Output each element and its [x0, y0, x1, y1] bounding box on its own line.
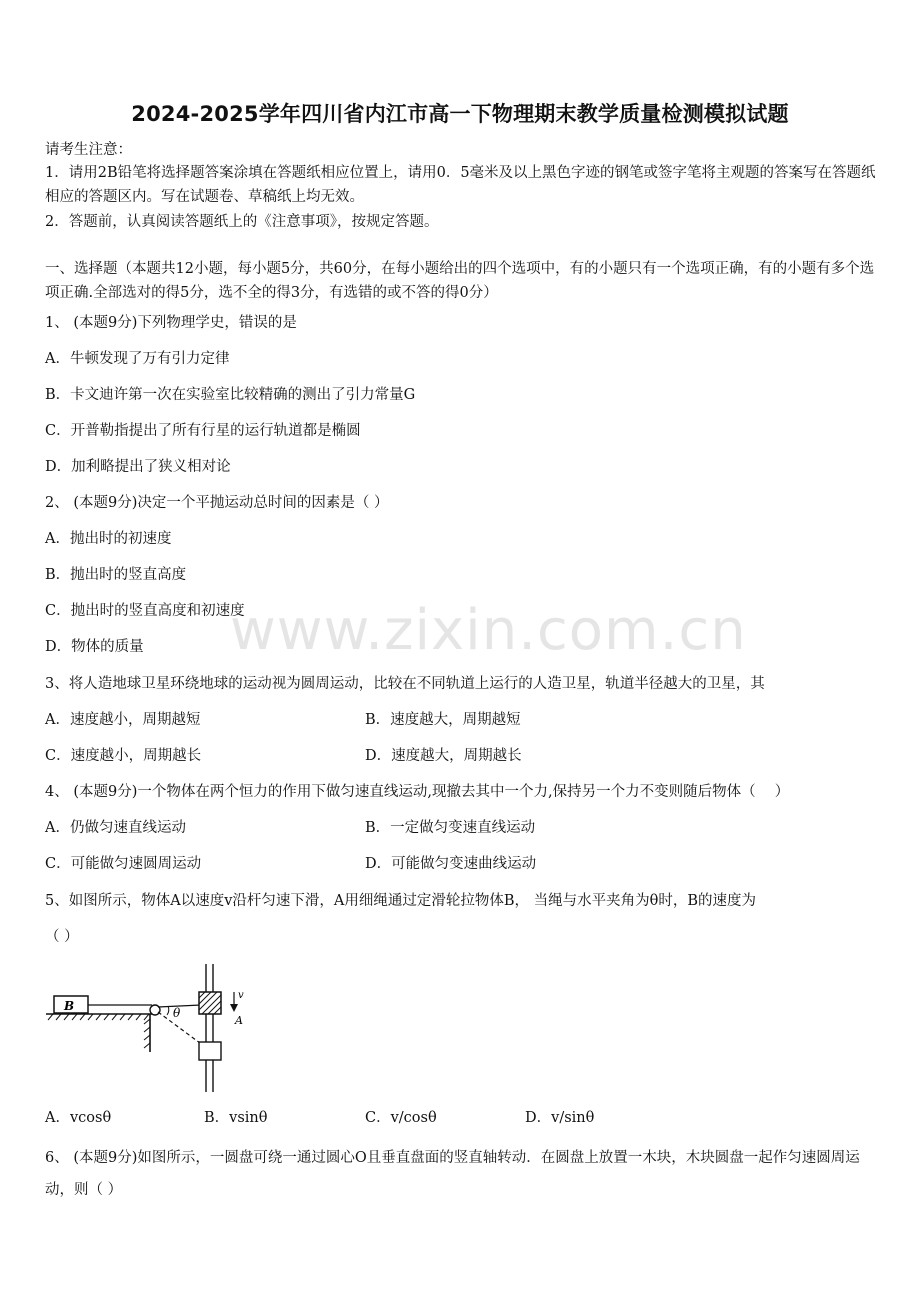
- q4-option-d: D．可能做匀变速曲线运动: [365, 856, 537, 872]
- q4-stem: 4、 (本题9分)一个物体在两个恒力的作用下做匀速直线运动,现撤去其中一个力,保持另一个力不变则随后物体（ ）: [45, 784, 790, 800]
- q4-option-b: B．一定做匀变速直线运动: [365, 820, 536, 836]
- watermark: www.zixin.com.cn: [230, 598, 747, 663]
- q1-option-b: B．卡文迪许第一次在实验室比较精确的测出了引力常量G: [45, 387, 416, 403]
- q1-option-c: C．开普勒指提出了所有行星的运行轨道都是椭圆: [45, 423, 361, 439]
- velocity-arrowhead: [230, 1004, 238, 1012]
- q6-stem: 6、 (本题9分)如图所示，一圆盘可绕一通过圆心O且垂直盘面的竖直轴转动．在圆盘上放置一木块，木块圆盘一起作匀速圆周运动，则（ ）: [45, 1150, 860, 1198]
- q2-option-b: B．抛出时的竖直高度: [45, 567, 187, 583]
- page-title: 2024-2025学年四川省内江市高一下物理期末教学质量检测模拟试题: [131, 102, 789, 126]
- notice-heading: 请考生注意：: [45, 142, 132, 158]
- q3-option-a: A．速度越小，周期越短: [45, 712, 201, 728]
- q2-stem: 2、 (本题9分)决定一个平抛运动总时间的因素是（ ）: [45, 495, 389, 511]
- q5-option-c: C．v/cosθ: [365, 1110, 437, 1126]
- edge-hatching: [144, 1019, 150, 1048]
- q1-option-d: D．加利略提出了狭义相对论: [45, 459, 231, 475]
- q2-option-a: A．抛出时的初速度: [45, 531, 172, 547]
- q1-stem: 1、 (本题9分)下列物理学史，错误的是: [45, 315, 297, 331]
- block-a-later: [199, 1042, 221, 1060]
- notice-item-1: 1．请用2B铅笔将选择题答案涂填在答题纸相应位置上，请用0．5毫米及以上黑色字迹的钢笔或签字笔将主观题的答案写在答题纸相应的答题区内。写在试题卷、草稿纸上均无效。: [45, 165, 876, 205]
- table-hatching: [48, 1014, 149, 1020]
- pulley-figure: [44, 962, 254, 1094]
- rope-dashed: [158, 1012, 204, 1046]
- angle-arc: [167, 1006, 169, 1015]
- q3-option-c: C．速度越小，周期越长: [45, 748, 202, 764]
- q2-option-d: D．物体的质量: [45, 639, 144, 655]
- q3-option-b: B．速度越大，周期越短: [365, 712, 521, 728]
- notice-item-2: 2．答题前，认真阅读答题纸上的《注意事项》，按规定答题。: [45, 214, 439, 230]
- velocity-label: v: [238, 990, 244, 1001]
- q3-option-d: D．速度越大，周期越长: [365, 748, 522, 764]
- q4-option-a: A．仍做匀速直线运动: [45, 820, 186, 836]
- theta-label: θ: [173, 1006, 181, 1020]
- q5-option-a: A．vcosθ: [45, 1110, 112, 1126]
- q2-option-c: C．抛出时的竖直高度和初速度: [45, 603, 245, 619]
- q5-stem-paren: （ ）: [45, 929, 79, 945]
- q5-option-b: B．vsinθ: [204, 1110, 268, 1126]
- q1-option-a: A．牛顿发现了万有引力定律: [45, 351, 230, 367]
- block-a-label: A: [235, 1014, 243, 1027]
- section-heading: 一、选择题（本题共12小题，每小题5分，共60分，在每小题给出的四个选项中，有的小题只有一个选项正确，有的小题有多个选项正确.全部选对的得5分，选不全的得3分，有选错的或不答的得0分）: [45, 261, 875, 301]
- q5-option-d: D．v/sinθ: [525, 1110, 595, 1126]
- block-b-label: B: [64, 999, 75, 1013]
- q5-stem: 5、如图所示，物体A以速度v沿杆匀速下滑，A用细绳通过定滑轮拉物体B， 当绳与水平夹角为θ时，B的速度为: [45, 893, 757, 909]
- q4-option-c: C．可能做匀速圆周运动: [45, 856, 202, 872]
- q3-stem: 3、将人造地球卫星环绕地球的运动视为圆周运动，比较在不同轨道上运行的人造卫星，轨道半径越大的卫星，其: [45, 676, 765, 692]
